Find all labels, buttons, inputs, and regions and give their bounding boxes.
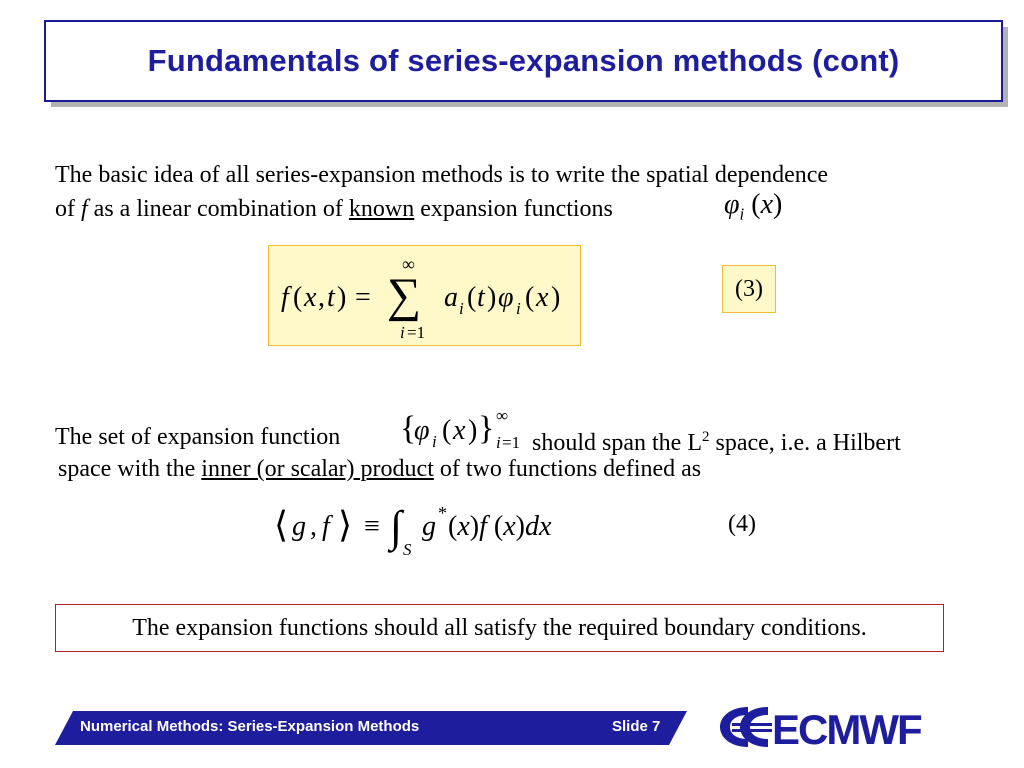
equation-4: [272, 495, 612, 561]
phi-subscript: i: [739, 204, 745, 224]
eq3-x-close: ): [551, 282, 561, 313]
para1-known: known: [348, 196, 415, 222]
equation-3-number: (3): [735, 275, 763, 302]
equation-3-box: [268, 245, 581, 346]
eq4-rest: (x)f (x)dx: [448, 511, 552, 542]
para2-sup: 2: [701, 429, 710, 445]
eq4-star: *: [438, 503, 447, 523]
para2-pre: The set of expansion function: [55, 424, 341, 450]
para1-post: expansion functions: [414, 196, 613, 222]
eq3-lhs-open: (: [293, 282, 303, 313]
eq4-rangle: ⟩: [338, 505, 353, 545]
para1-line1: The basic idea of all series-expansion methods is to write the spatial dependence: [55, 162, 829, 188]
set-x: x: [453, 415, 466, 446]
equation-3: [269, 246, 580, 345]
eq3-lhs-comma: ,: [318, 282, 325, 313]
boundary-note-text: The expansion functions should all satisfy the required boundary conditions.: [132, 614, 867, 641]
set-phi-sub: i: [432, 432, 437, 451]
eq3-lhs-t: t: [327, 282, 335, 313]
expansion-set-expression: [400, 403, 540, 453]
ecmwf-logo: [718, 703, 963, 751]
boundary-conditions-note: [55, 604, 944, 652]
eq3-lhs-x: x: [304, 282, 317, 313]
footer-slide-number: Slide 7: [612, 718, 661, 735]
eq3-t: t: [477, 282, 485, 313]
phi-close-paren: ): [773, 189, 783, 220]
paragraph-2-line1: [55, 420, 340, 454]
equation-4-number: (4): [728, 511, 756, 537]
eq3-sum-upper: ∞: [402, 254, 415, 274]
eq4-equiv: ≡: [364, 511, 380, 542]
para1-prefix: of: [55, 196, 81, 222]
set-close-brace: }: [478, 410, 495, 447]
paragraph-1: [55, 158, 828, 226]
eq3-sum: ∑: [387, 269, 422, 322]
para2-line2-pre: space with the: [58, 456, 202, 482]
eq3-x-open: (: [525, 282, 535, 313]
phi-arg-x: x: [760, 189, 773, 220]
set-open-brace: {: [400, 410, 417, 447]
set-phi: φ: [414, 415, 430, 446]
eq4-g2: g: [422, 511, 436, 542]
eq3-sum-lower: i: [400, 323, 405, 342]
eq3-phi-sub: i: [516, 299, 521, 318]
eq3-x: x: [536, 282, 549, 313]
eq3-sum-lower-eq: =1: [407, 323, 426, 342]
eq3-equals: =: [355, 282, 371, 313]
eq3-a-sub: i: [459, 299, 464, 318]
set-lower-i: i: [496, 433, 501, 452]
paragraph-2-line2: [58, 452, 701, 486]
para2-post-a: should span the L: [532, 430, 702, 456]
eq4-integral: ∫: [390, 502, 403, 551]
eq3-lhs: f: [281, 282, 289, 313]
eq3-t-open: (: [467, 282, 477, 313]
slide-title: Fundamentals of series-expansion methods (cont): [147, 43, 900, 78]
eq3-a: a: [444, 282, 458, 313]
phi-open-paren: (: [744, 189, 761, 220]
para1-f: f: [81, 196, 88, 222]
equation-3-number-box: [722, 265, 776, 313]
eq4-comma: ,: [310, 511, 317, 542]
eq4-f: f: [322, 511, 330, 542]
para2-line2-underlined: inner (or scalar) product: [201, 456, 434, 482]
set-upper: ∞: [496, 406, 509, 425]
para2-post-b: space, i.e. a Hilbert: [709, 430, 901, 456]
eq4-langle: ⟨: [274, 505, 289, 545]
logo-text: ECMWF: [772, 706, 921, 751]
para2-line2-post: of two functions defined as: [433, 456, 702, 482]
set-lower-eq: =1: [502, 433, 521, 452]
para1-mid: as a linear combination of: [87, 196, 349, 222]
eq4-int-sub: S: [403, 540, 412, 559]
footer-course: Numerical Methods: Series-Expansion Methods: [80, 718, 420, 735]
title-box: [44, 20, 1003, 102]
eq3-lhs-close: ): [337, 282, 347, 313]
eq4-g: g: [292, 511, 306, 542]
eq3-t-close: ): [487, 282, 497, 313]
phi-i-x-expression: [724, 189, 782, 225]
phi-symbol: φ: [724, 189, 740, 220]
set-close-paren: ): [468, 415, 478, 446]
set-open-paren: (: [442, 415, 452, 446]
eq3-phi: φ: [498, 282, 514, 313]
